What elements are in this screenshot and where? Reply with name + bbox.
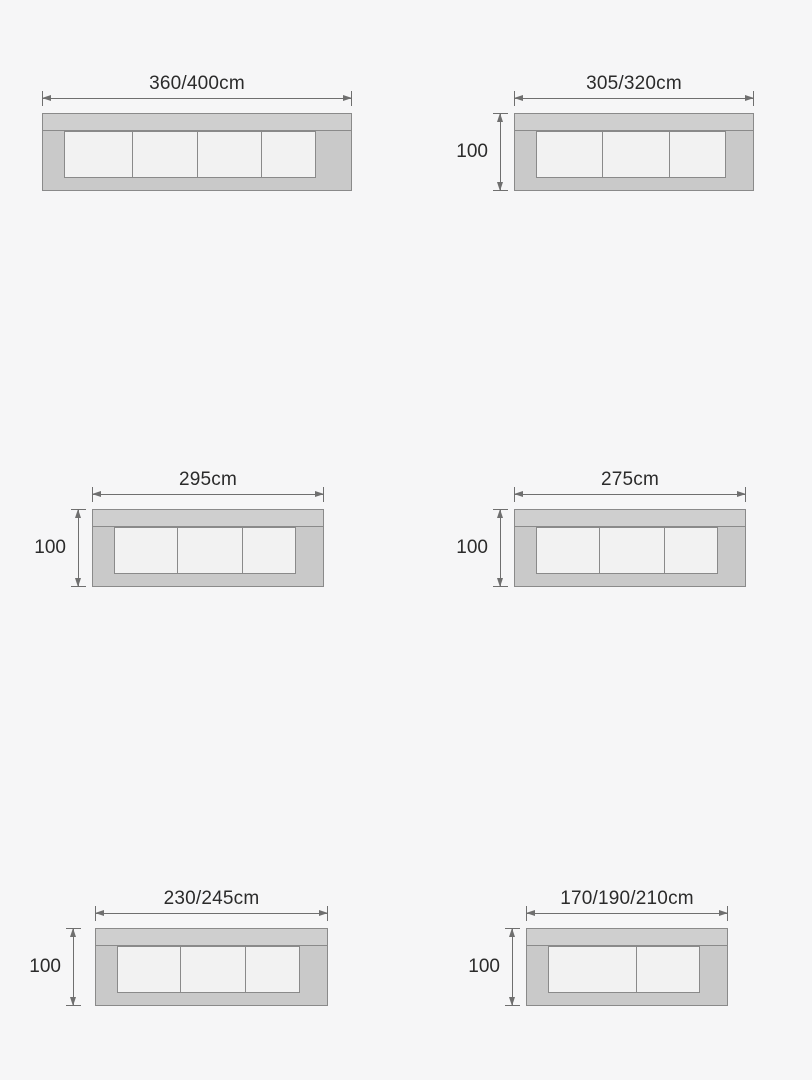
seat-divider	[599, 527, 600, 574]
dimension-line	[512, 928, 513, 1006]
arrow-left-icon	[92, 491, 101, 497]
arrow-left-icon	[514, 491, 523, 497]
sofa-backrest	[92, 509, 324, 527]
sofa-seat-area	[536, 527, 718, 574]
sofa-backrest	[42, 113, 352, 131]
sofa-shape	[95, 928, 328, 1006]
sofa-backrest	[95, 928, 328, 946]
sofa-diagram-170-190-210	[468, 888, 728, 1006]
arrow-down-icon	[509, 997, 515, 1006]
height-label: 100	[456, 537, 488, 558]
arrow-down-icon	[70, 997, 76, 1006]
sofa-backrest	[526, 928, 728, 946]
arrow-right-icon	[315, 491, 324, 497]
arrow-down-icon	[497, 182, 503, 191]
arrow-right-icon	[319, 910, 328, 916]
dimension-line	[95, 913, 328, 914]
height-label: 100	[468, 956, 500, 977]
sofa-shape	[526, 928, 728, 1006]
arrow-right-icon	[737, 491, 746, 497]
dimension-line	[73, 928, 74, 1006]
seat-divider	[664, 527, 665, 574]
arrow-up-icon	[70, 928, 76, 937]
dimension-line	[500, 509, 501, 587]
sofa-seat-area	[536, 131, 726, 178]
sofa-shape	[514, 509, 746, 587]
sofa-seat-area	[117, 946, 300, 993]
width-label: 230/245cm	[163, 888, 260, 909]
seat-divider	[261, 131, 262, 178]
dimension-line	[514, 494, 746, 495]
seat-divider	[669, 131, 670, 178]
arrow-left-icon	[95, 910, 104, 916]
arrow-up-icon	[509, 928, 515, 937]
sofa-seat-area	[64, 131, 316, 178]
arrow-down-icon	[75, 578, 81, 587]
dimension-line	[514, 98, 754, 99]
width-label: 170/190/210cm	[560, 888, 694, 909]
arrow-left-icon	[42, 95, 51, 101]
sofa-backrest	[514, 509, 746, 527]
arrow-left-icon	[526, 910, 535, 916]
sofa-diagram-305-320	[456, 73, 754, 196]
arrow-right-icon	[719, 910, 728, 916]
dimension-line	[526, 913, 728, 914]
sofa-diagram-230-245	[29, 888, 328, 1006]
width-label: 305/320cm	[586, 73, 682, 94]
sofa-shape	[514, 113, 754, 191]
sofa-diagram-295	[34, 469, 324, 592]
seat-divider	[180, 946, 181, 993]
seat-divider	[132, 131, 133, 178]
sofa-diagram-360-400	[42, 73, 352, 196]
arrow-down-icon	[497, 578, 503, 587]
sofa-seat-area	[114, 527, 296, 574]
sofa-seat-area	[548, 946, 700, 993]
dimension-line	[42, 98, 352, 99]
dimension-line	[78, 509, 79, 587]
arrow-up-icon	[497, 509, 503, 518]
dimension-line	[500, 113, 501, 191]
width-label: 295cm	[178, 469, 238, 490]
arrow-up-icon	[75, 509, 81, 518]
seat-divider	[197, 131, 198, 178]
sofa-diagram-275	[456, 469, 746, 592]
arrow-right-icon	[745, 95, 754, 101]
height-label: 100	[29, 956, 61, 977]
height-label: 100	[34, 537, 66, 558]
seat-divider	[242, 527, 243, 574]
width-label: 275cm	[600, 469, 660, 490]
arrow-right-icon	[343, 95, 352, 101]
seat-divider	[602, 131, 603, 178]
sofa-backrest	[514, 113, 754, 131]
sofa-shape	[92, 509, 324, 587]
seat-divider	[177, 527, 178, 574]
width-label: 360/400cm	[149, 73, 245, 94]
arrow-up-icon	[497, 113, 503, 122]
arrow-left-icon	[514, 95, 523, 101]
height-label: 100	[456, 141, 488, 162]
seat-divider	[245, 946, 246, 993]
sofa-shape	[42, 113, 352, 191]
seat-divider	[636, 946, 637, 993]
dimension-line	[92, 494, 324, 495]
